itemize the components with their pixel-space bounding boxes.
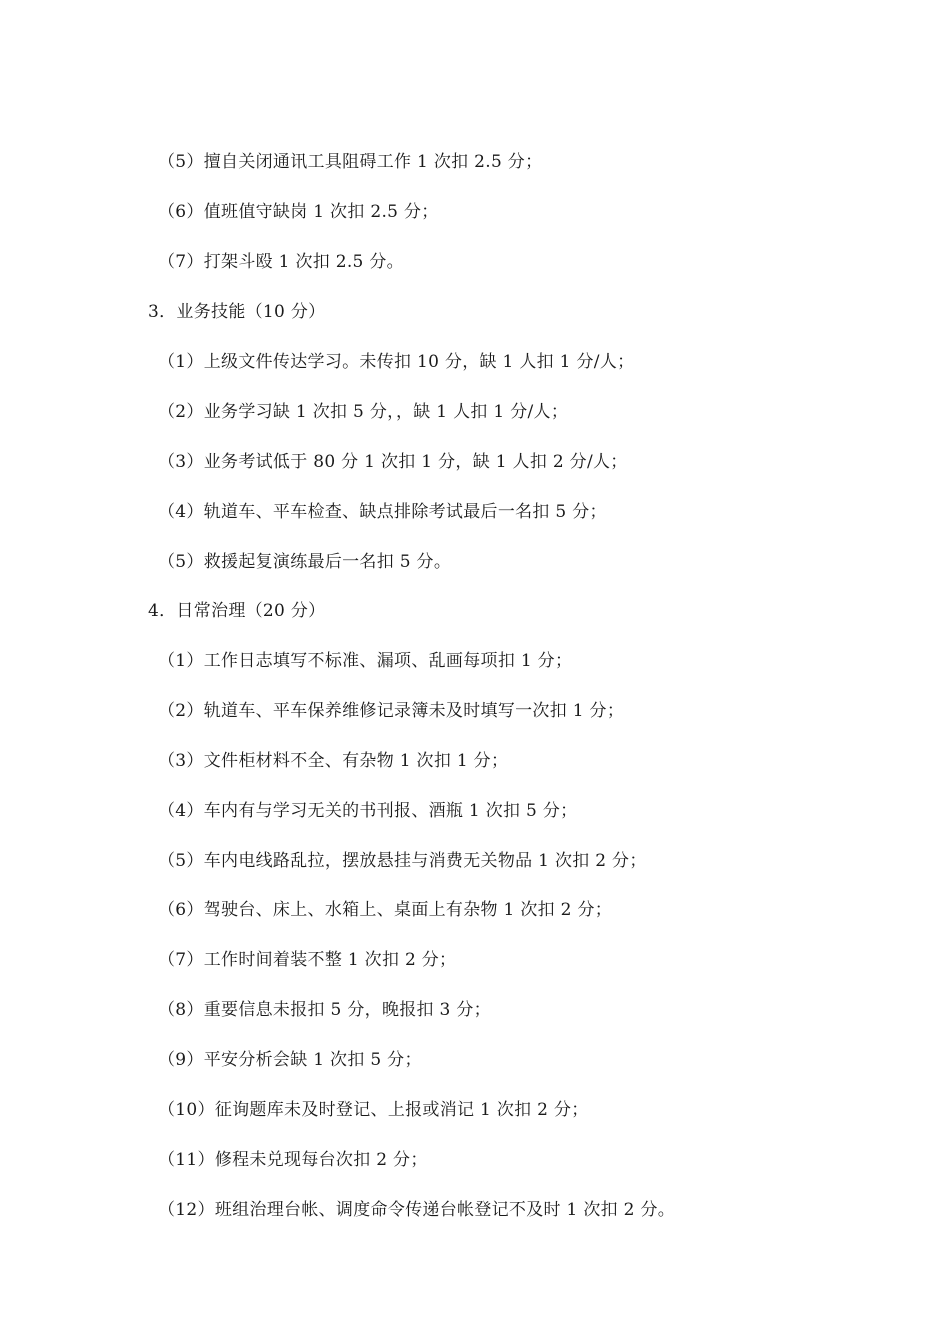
list-item: （3）业务考试低于 80 分 1 次扣 1 分，缺 1 人扣 2 分/人； — [158, 452, 628, 472]
list-item: （2）业务学习缺 1 次扣 5 分，，缺 1 人扣 1 分/人； — [158, 402, 569, 422]
list-item: （3）文件柜材料不全、有杂物 1 次扣 1 分； — [158, 751, 509, 771]
list-item: （5）救援起复演练最后一名扣 5 分。 — [158, 552, 452, 572]
list-item: （1）上级文件传达学习。未传扣 10 分，缺 1 人扣 1 分/人； — [158, 352, 635, 372]
list-item: （6）驾驶台、床上、水箱上、桌面上有杂物 1 次扣 2 分； — [158, 900, 613, 920]
list-item: （12）班组治理台帐、调度命令传递台帐登记不及时 1 次扣 2 分。 — [158, 1200, 676, 1220]
list-item: （9）平安分析会缺 1 次扣 5 分； — [158, 1050, 422, 1070]
list-item: （1）工作日志填写不标准、漏项、乱画每项扣 1 分； — [158, 651, 573, 671]
list-item: （6）值班值守缺岗 1 次扣 2.5 分； — [158, 202, 439, 222]
list-item: （2）轨道车、平车保养维修记录簿未及时填写一次扣 1 分； — [158, 701, 625, 721]
list-item: （5）车内电线路乱拉，摆放悬挂与消费无关物品 1 次扣 2 分； — [158, 851, 647, 871]
list-item: （7）工作时间着装不整 1 次扣 2 分； — [158, 950, 457, 970]
list-item: （11）修程未兑现每台次扣 2 分； — [158, 1150, 428, 1170]
list-item: （4）车内有与学习无关的书刊报、酒瓶 1 次扣 5 分； — [158, 801, 578, 821]
list-item: （5）擅自关闭通讯工具阻碍工作 1 次扣 2.5 分； — [158, 152, 543, 172]
list-item: （4）轨道车、平车检查、缺点排除考试最后一名扣 5 分； — [158, 502, 607, 522]
section-heading: 4．日常治理（20 分） — [148, 601, 326, 621]
list-item: （7）打架斗殴 1 次扣 2.5 分。 — [158, 252, 404, 272]
section-heading: 3．业务技能（10 分） — [148, 302, 326, 322]
list-item: （10）征询题库未及时登记、上报或消记 1 次扣 2 分； — [158, 1100, 589, 1120]
list-item: （8）重要信息未报扣 5 分，晚报扣 3 分； — [158, 1000, 491, 1020]
